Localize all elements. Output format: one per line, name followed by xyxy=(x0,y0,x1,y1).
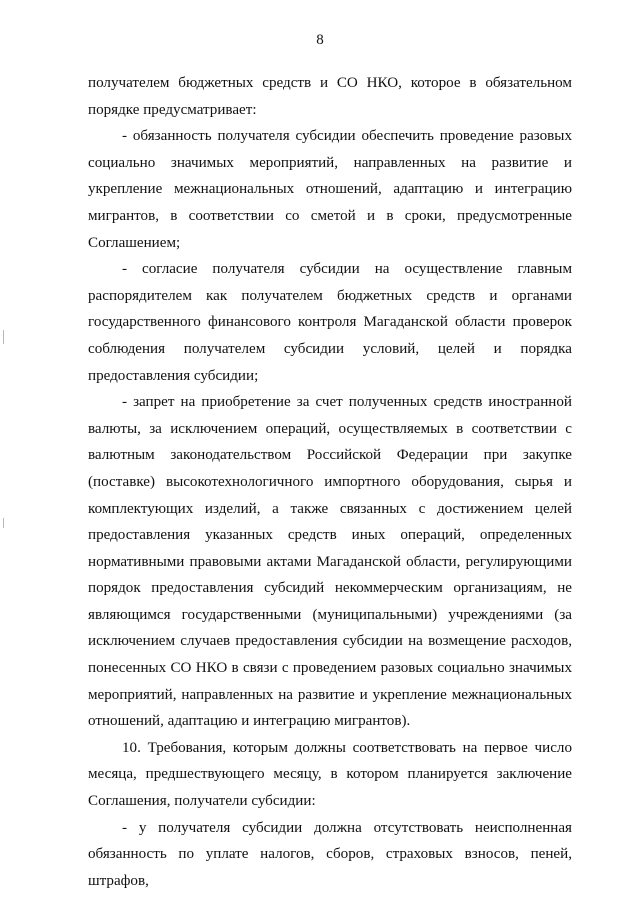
paragraph-continuation: получателем бюджетных средств и СО НКО, которое в обязательном порядке предусматривает: xyxy=(88,75,572,118)
document-body xyxy=(88,70,572,894)
paragraph-currency-ban: - запрет на приобретение за счет полученных средств иностранной валюты, за исключением операций, осуществляемых в соответствии с валютным законодательством Российской Федерации при закупке (поставке) высокотехнологичного импортного оборудования, сырья и комплектующих изделий, а также связанных с достижением целей предоставления указанных средств иных операций, определенных нормативными правовыми актами Магаданской области, регулирующими порядок предоставления субсидий некоммерческим организациям, не являющимся государственными (муниципальными) учреждениями (за исключением случаев предоставления субсидии на возмещение расходов, понесенных СО НКО в связи с проведением разовых социально значимых мероприятий, направленных на развитие и укрепление межнациональных отношений, адаптацию и интеграцию мигрантов). xyxy=(88,394,572,730)
paragraph-tax-obligation: - у получателя субсидии должна отсутствовать неисполненная обязанность по уплате налогов, сборов, страховых взносов, пеней, штрафов, xyxy=(88,819,572,889)
paragraph-requirements: 10. Требования, которым должны соответствовать на первое число месяца, предшествующего месяцу, в котором планируется заключение Соглашения, получатели субсидии: xyxy=(88,739,572,810)
paragraph-obligation: - обязанность получателя субсидии обеспечить проведение разовых социально значимых мероприятий, направленных на развитие и укрепление межнациональных отношений, адаптацию и интеграцию мигрантов, в соответствии со сметой и в сроки, предусмотренные Соглашением; xyxy=(88,128,572,251)
scan-edge-mark xyxy=(3,518,4,528)
scan-edge-mark xyxy=(3,330,4,344)
page-number: 8 xyxy=(316,32,324,48)
paragraph-consent: - согласие получателя субсидии на осуществление главным распорядителем как получателем бюджетных средств и органами государственного финансового контроля Магаданской области проверок соблюдения получателем субсидии условий, целей и порядка предоставления субсидии; xyxy=(88,261,572,384)
